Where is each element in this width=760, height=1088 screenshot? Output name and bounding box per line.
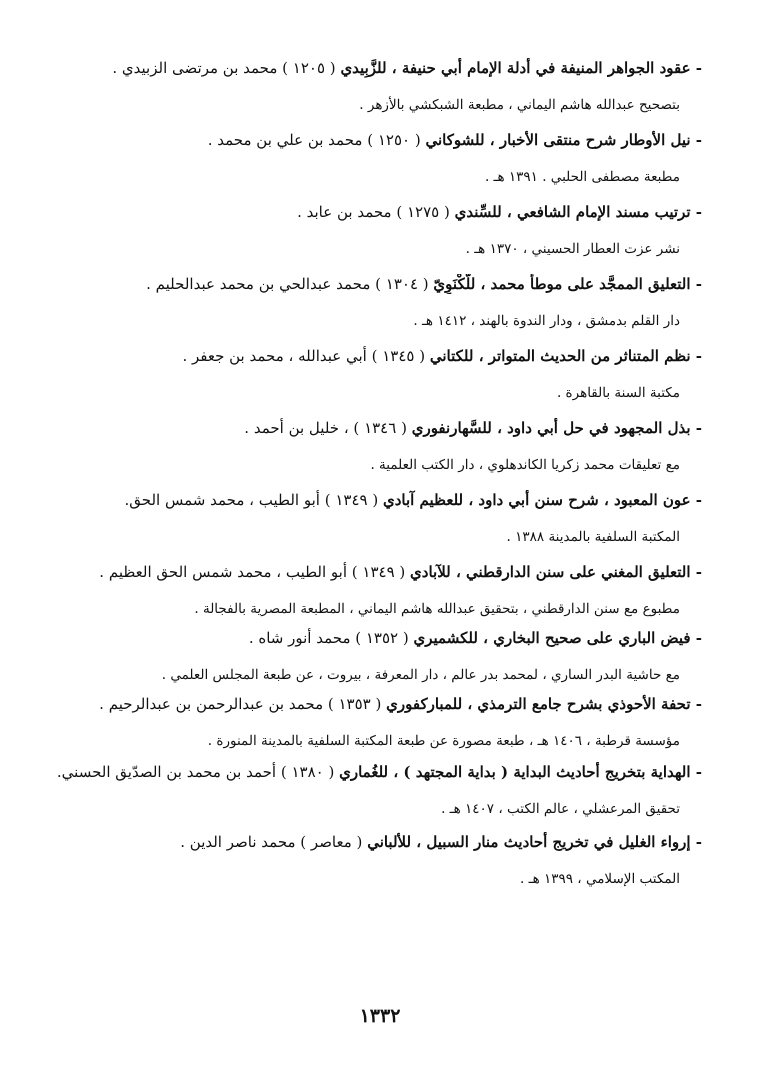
entry-main-line — [42, 130, 702, 150]
entry-dash: - — [690, 347, 702, 365]
entry-main-line — [42, 58, 702, 78]
entry-publication: بتصحيح عبدالله هاشم اليماني ، مطبعة الشبكشي بالأزهر . — [359, 97, 680, 113]
bibliography-entry — [42, 832, 702, 889]
entry-publication: مطبوع مع سنن الدارقطني ، بتحقيق عبدالله هاشم اليماني ، المطبعة المصرية بالفجالة . — [194, 601, 680, 617]
bibliography-entry — [42, 58, 702, 115]
entry-title: التعليق المغني على سنن الدارقطني ، للآبادي — [410, 563, 691, 581]
entry-title: عقود الجواهر المنيفة في أدلة الإمام أبي حنيفة ، للزَّبِيدي — [340, 59, 691, 77]
entry-author: ( ١٣٠٤ ) محمد عبدالحي بن محمد عبدالحليم . — [146, 275, 429, 293]
entry-title: تحفة الأحوذي بشرح جامع الترمذي ، للمباركفوري — [386, 695, 691, 713]
entry-author: ( ١٣٥٢ ) محمد أنور شاه . — [248, 629, 409, 647]
bibliography-entry — [42, 130, 702, 187]
entry-title: بذل المجهود في حل أبي داود ، للسَّهارنفوري — [411, 419, 691, 437]
entry-main-line — [42, 418, 702, 438]
entry-publication: نشر عزت العطار الحسيني ، ١٣٧٠ هـ . — [465, 241, 680, 257]
bibliography-entry — [42, 274, 702, 331]
entry-main-line — [42, 832, 702, 852]
bibliography-entry — [42, 762, 702, 819]
entry-main-line — [42, 762, 702, 782]
entry-dash: - — [690, 563, 702, 581]
entry-title: ترتيب مسند الإمام الشافعي ، للسِّندي — [454, 203, 691, 221]
entry-title: نيل الأوطار شرح منتقى الأخبار ، للشوكاني — [425, 131, 691, 149]
entry-author: ( ١٢٥٠ ) محمد بن علي بن محمد . — [207, 131, 421, 149]
entry-dash: - — [690, 203, 702, 221]
entry-author: ( معاصر ) محمد ناصر الدين . — [180, 833, 363, 851]
entry-dash: - — [690, 131, 702, 149]
entry-main-line — [42, 346, 702, 366]
entry-title: نظم المتناثر من الحديث المتواتر ، للكتاني — [429, 347, 691, 365]
entry-dash: - — [690, 629, 702, 647]
entry-publication: مكتبة السنة بالقاهرة . — [556, 385, 680, 401]
page-number: ١٣٣٢ — [359, 1005, 401, 1027]
entry-author: ( ١٣٤٦ ) ، خليل بن أحمد . — [244, 419, 407, 437]
entry-author: ( ١٣٨٠ ) أحمد بن محمد بن الصدّيق الحسني. — [56, 763, 335, 781]
entry-publication: مطبعة مصطفى الحلبي . ١٣٩١ هـ . — [484, 169, 680, 185]
entry-publication: دار القلم بدمشق ، ودار الندوة بالهند ، ١٤١٢ هـ . — [413, 313, 680, 329]
entry-author: ( ١٢٠٥ ) محمد بن مرتضى الزبيدي . — [112, 59, 336, 77]
entry-title: فيض الباري على صحيح البخاري ، للكشميري — [413, 629, 691, 647]
entry-main-line — [42, 628, 702, 648]
entry-author: ( ١٣٥٣ ) محمد بن عبدالرحمن بن عبدالرحيم . — [99, 695, 382, 713]
bibliography-entry — [42, 202, 702, 259]
entry-publication: المكتبة السلفية بالمدينة ١٣٨٨ . — [506, 529, 680, 545]
entry-main-line — [42, 694, 702, 714]
entry-author: ( ١٢٧٥ ) محمد بن عابد . — [297, 203, 450, 221]
entry-dash: - — [690, 419, 702, 437]
entry-title: التعليق الممجَّد على موطأ محمد ، للَّكْنَوِيّ — [433, 275, 691, 293]
bibliography-entry — [42, 346, 702, 403]
entry-author: ( ١٣٤٥ ) أبي عبدالله ، محمد بن جعفر . — [182, 347, 426, 365]
bibliography-entry — [42, 490, 702, 547]
entry-dash: - — [690, 763, 702, 781]
entry-dash: - — [690, 833, 702, 851]
entry-publication: تحقيق المرعشلي ، عالم الكتب ، ١٤٠٧ هـ . — [441, 801, 680, 817]
entry-main-line — [42, 490, 702, 510]
entry-title: الهداية بتخريج أحاديث البداية ( بداية المجتهد ) ، للغُماري — [339, 763, 691, 781]
entry-main-line — [42, 202, 702, 222]
entry-publication: المكتب الإسلامي ، ١٣٩٩ هـ . — [520, 871, 680, 887]
bibliography-entry — [42, 694, 702, 751]
entry-dash: - — [690, 59, 702, 77]
entry-title: إرواء الغليل في تخريج أحاديث منار السبيل ، للألباني — [367, 833, 691, 851]
bibliography-entry — [42, 418, 702, 475]
entry-publication: مع حاشية البدر الساري ، لمحمد بدر عالم ، دار المعرفة ، بيروت ، عن طبعة المجلس العلمي . — [161, 667, 680, 683]
entry-dash: - — [690, 491, 702, 509]
bibliography-entry — [42, 628, 702, 685]
entry-publication: مع تعليقات محمد زكريا الكاندهلوي ، دار الكتب العلمية . — [370, 457, 680, 473]
entry-title: عون المعبود ، شرح سنن أبي داود ، للعظيم آبادي — [382, 491, 691, 509]
entry-publication: مؤسسة قرطبة ، ١٤٠٦ هـ ، طبعة مصورة عن طبعة المكتبة السلفية بالمدينة المنورة . — [207, 733, 680, 749]
entry-dash: - — [690, 695, 702, 713]
entry-dash: - — [690, 275, 702, 293]
entry-main-line — [42, 562, 702, 582]
entry-main-line — [42, 274, 702, 294]
entry-author: ( ١٣٤٩ ) أبو الطيب ، محمد شمس الحق. — [124, 491, 379, 509]
entry-author: ( ١٣٤٩ ) أبو الطيب ، محمد شمس الحق العظيم . — [99, 563, 406, 581]
bibliography-entry — [42, 562, 702, 619]
